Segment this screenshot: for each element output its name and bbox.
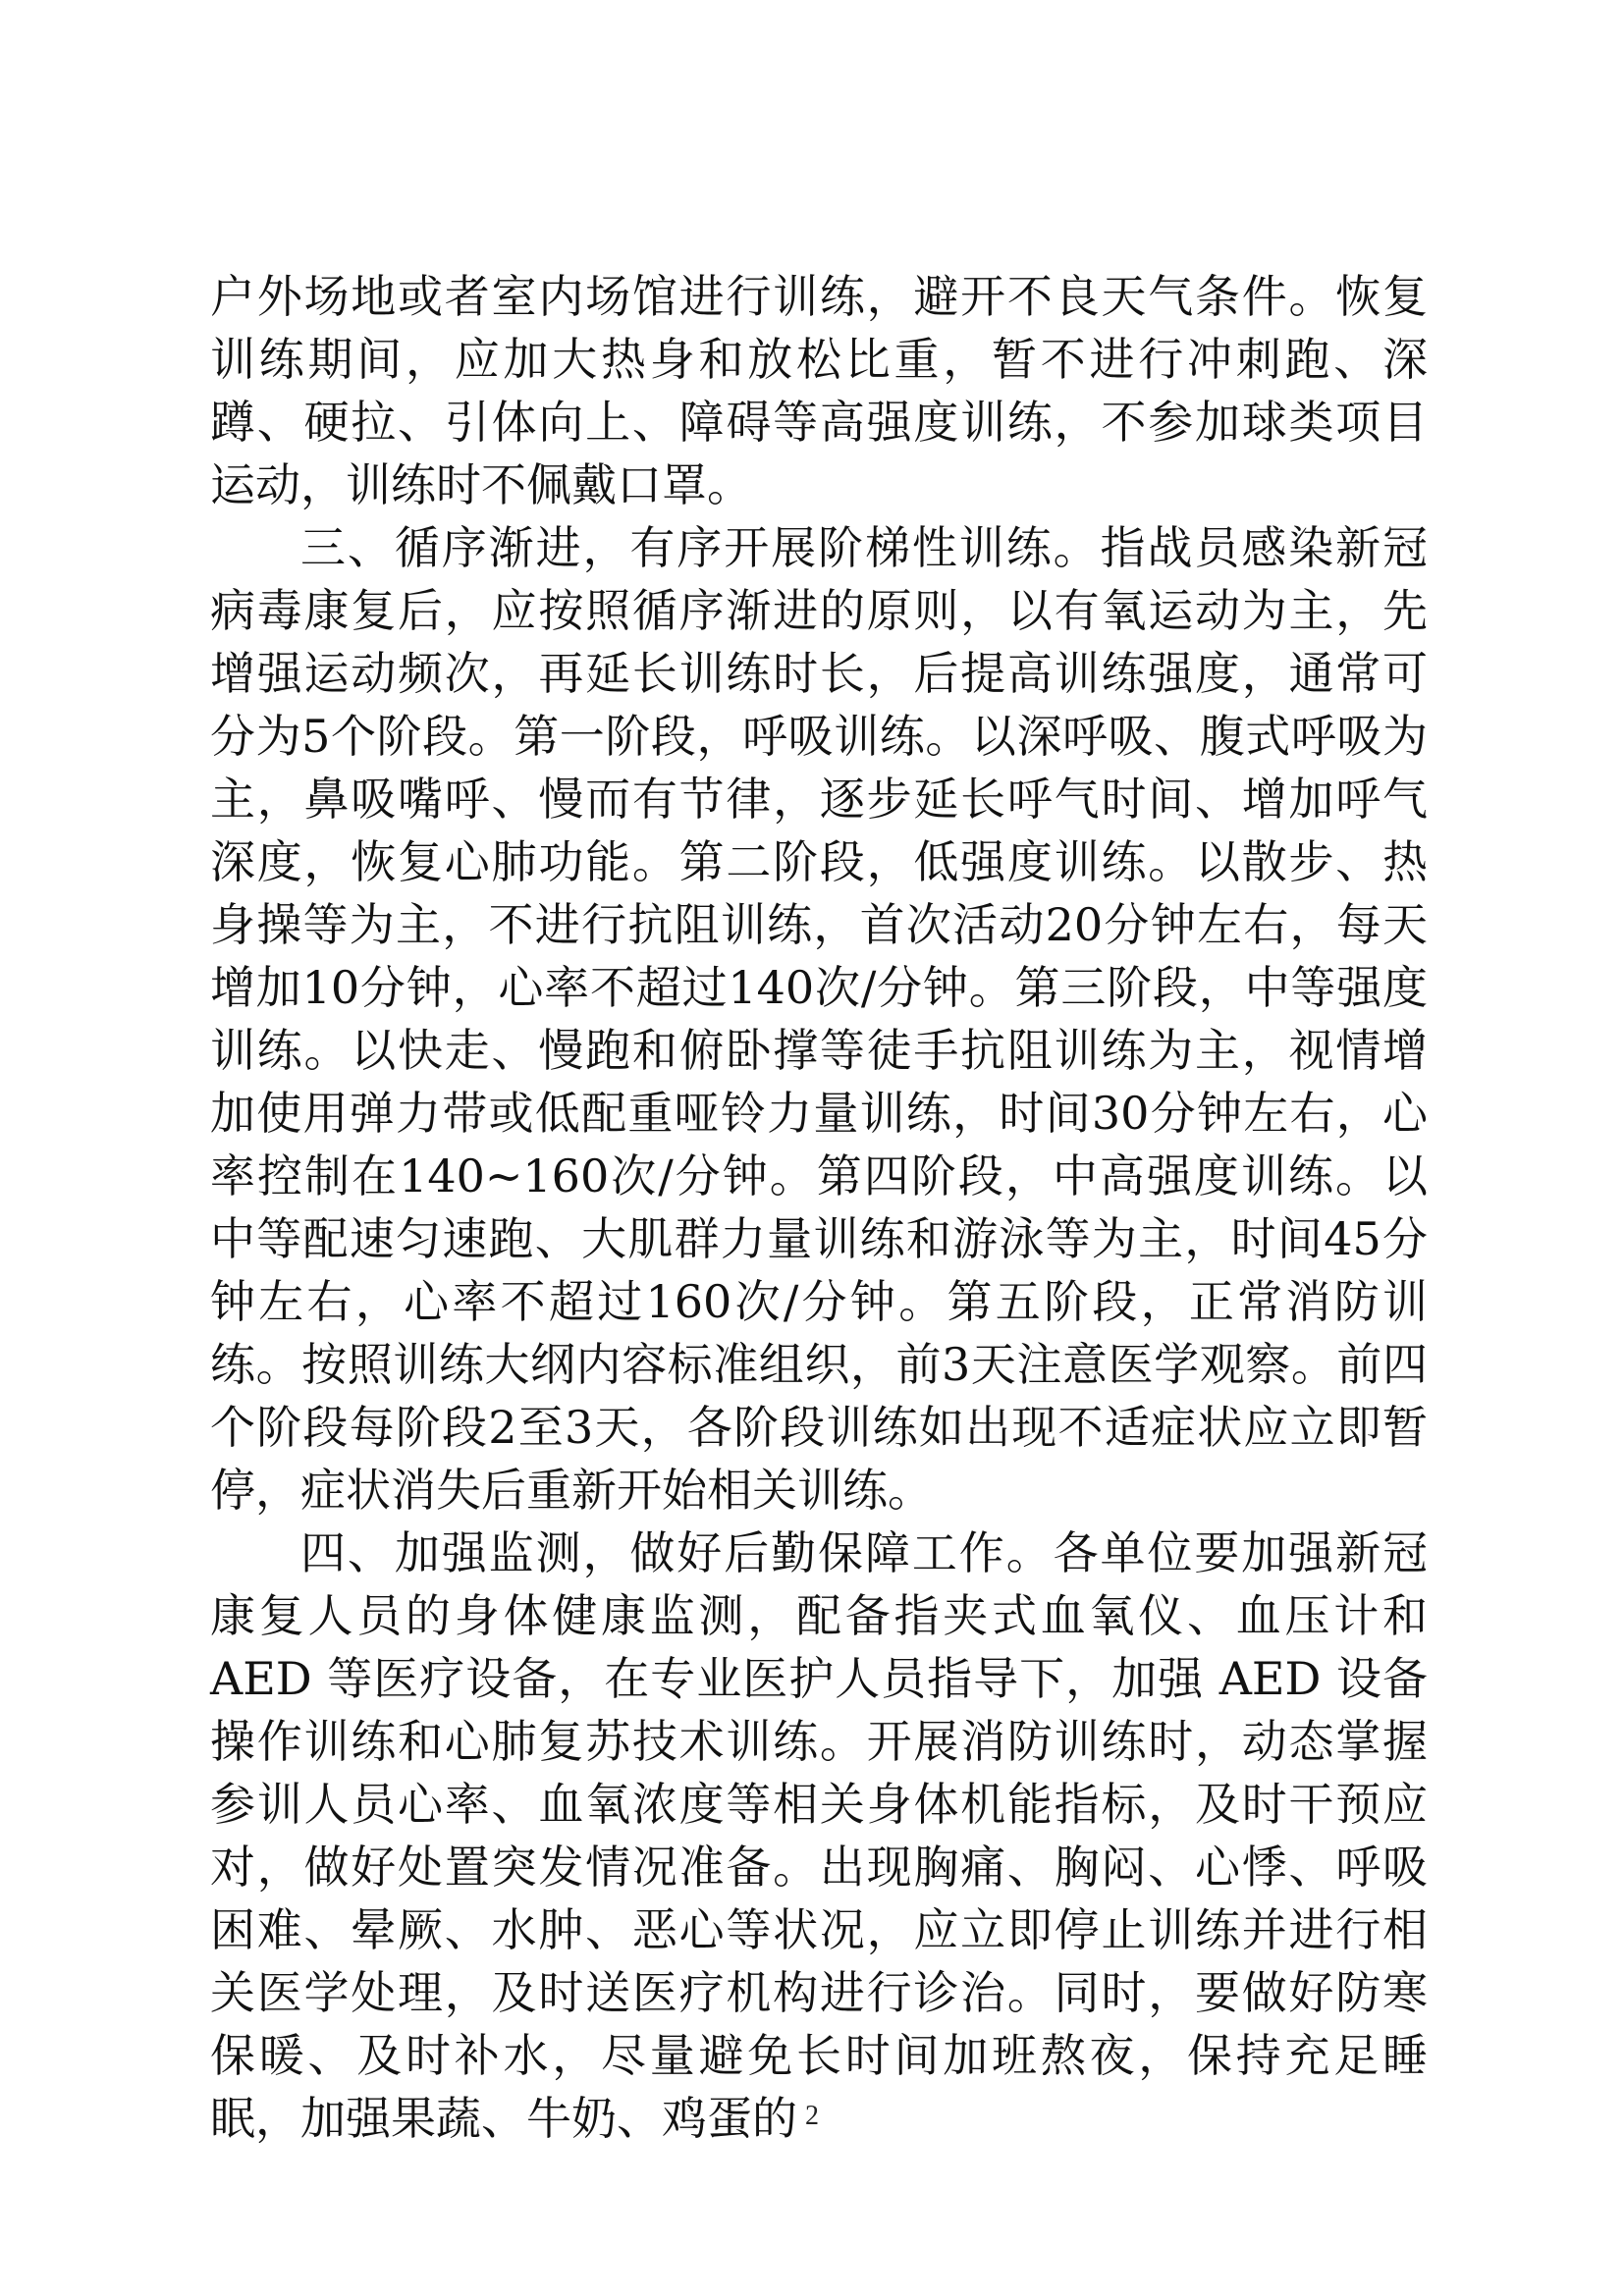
- body-text: [210, 265, 1428, 2150]
- paragraph-continuation: 户外场地或者室内场馆进行训练，避开不良天气条件。恢复训练期间，应加大热身和放松比重，暂不进行冲刺跑、深蹲、硬拉、引体向上、障碍等高强度训练，不参加球类项目运动，训练时不佩戴口罩。: [210, 270, 1428, 511]
- paragraph-section-four: 四、加强监测，做好后勤保障工作。各单位要加强新冠康复人员的身体健康监测，配备指夹式血氧仪、血压计和 AED 等医疗设备，在专业医护人员指导下，加强 AED 设备操作训练和心肺复苏技术训练。开展消防训练时，动态掌握参训人员心率、血氧浓度等相关身体机能指标，及时干预应对，做好处置突发情况准备。出现胸痛、胸闷、心悸、呼吸困难、晕厥、水肿、恶心等状况，应立即停止训练并进行相关医学处理，及时送医疗机构进行诊治。同时，要做好防寒保暖、及时补水，尽量避免长时间加班熬夜，保持充足睡眠，加强果蔬、牛奶、鸡蛋的: [210, 1526, 1428, 2145]
- page-number: 2: [805, 2101, 819, 2131]
- paragraph-section-three: 三、循序渐进，有序开展阶梯性训练。指战员感染新冠病毒康复后，应按照循序渐进的原则，以有氧运动为主，先增强运动频次，再延长训练时长，后提高训练强度，通常可分为5个阶段。第一阶段，呼吸训练。以深呼吸、腹式呼吸为主，鼻吸嘴呼、慢而有节律，逐步延长呼气时间、增加呼气深度，恢复心肺功能。第二阶段，低强度训练。以散步、热身操等为主，不进行抗阻训练，首次活动20分钟左右，每天增加10分钟，心率不超过140次/分钟。第三阶段，中等强度训练。以快走、慢跑和俯卧撑等徒手抗阻训练为主，视情增加使用弹力带或低配重哑铃力量训练，时间30分钟左右，心率控制在140~160次/分钟。第四阶段，中高强度训练。以中等配速匀速跑、大肌群力量训练和游泳等为主，时间45分钟左右，心率不超过160次/分钟。第五阶段，正常消防训练。按照训练大纲内容标准组织，前3天注意医学观察。前四个阶段每阶段2至3天，各阶段训练如出现不适症状应立即暂停，症状消失后重新开始相关训练。: [210, 521, 1428, 1517]
